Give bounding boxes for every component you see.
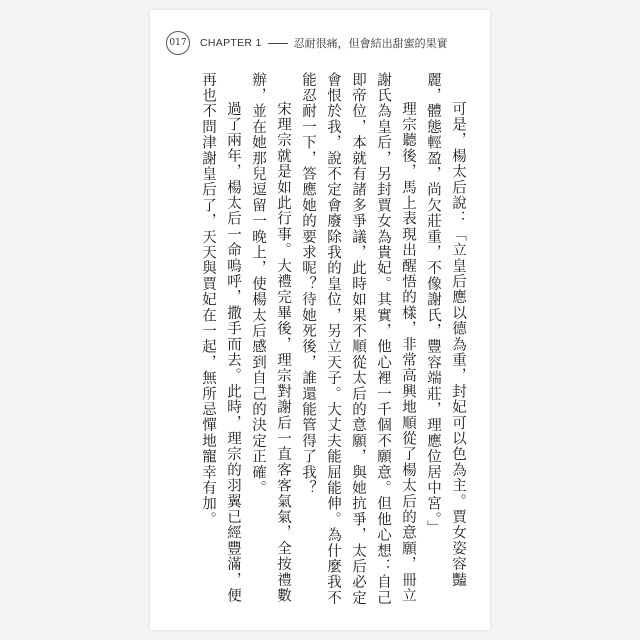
chapter-label: CHAPTER 1 xyxy=(200,37,262,49)
paragraph: 可是，楊太后說：「立皇后應以德為重，封妃可以色為主。賈女姿容豔麗，體態輕盈，尚欠莊重，不像謝氏，豐容端莊，理應位居中宮。」 xyxy=(425,72,466,588)
page-number: 017 xyxy=(166,31,190,55)
paragraph: 宋理宗就是如此行事。大禮完畢後，理宗對謝后一直客客氣氣，全按禮數辦，並在她那兒逗留一晚上，使楊太后感到自己的決定正確。 xyxy=(250,72,291,604)
paragraph: 理宗聽後，馬上表現出醒悟的樣，非常高興地順從了楊太后的意願，冊立謝氏為皇后，另封賈女為貴妃。其實，他心裡一千個不願意。但他心想：自己即帝位，本就有諸多爭議，此時如果不順從太后的意願，與她抗爭，太后必定會恨於我，說不定會廢除我的皇位，另立天子。大丈夫能屈能伸。為什麼我不能忍耐一下，答應她的要求呢？待她死後，誰還能管得了我？ xyxy=(300,72,416,606)
paragraph: 過了兩年，楊太后一命嗚呼，撒手而去。此時，理宗的羽翼已經豐滿，便再也不問津謝皇后了，天天與賈妃在一起，無所忌憚地寵幸有加。 xyxy=(200,72,241,604)
body-text xyxy=(195,72,470,612)
book-page xyxy=(150,10,490,630)
chapter-title: 忍耐很痛，但會結出甜蜜的果實 xyxy=(293,37,448,50)
header-divider xyxy=(268,43,288,44)
running-header xyxy=(166,32,448,54)
